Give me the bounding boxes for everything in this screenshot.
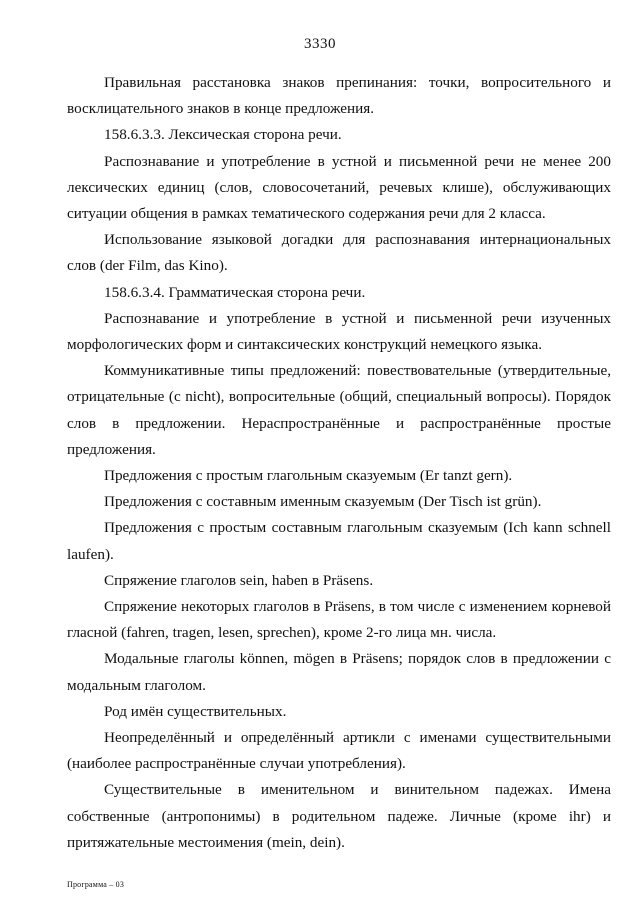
page-number: 3330 xyxy=(304,36,336,52)
document-body xyxy=(67,70,611,856)
paragraph-simple-verbal-predicate: Предложения с простым глагольным сказуемым (Er tanzt gern). xyxy=(104,467,513,485)
paragraph-grammar-forms: Распознавание и употребление в устной и письменной речи изученных морфологических форм и синтаксических конструкций немецкого языка. xyxy=(67,309,611,354)
paragraph-cases-pronouns: Существительные в именительном и винительном падежах. Имена собственные (антропонимы) в родительном падеже. Личные (кроме ihr) и притяжательные местоимения (mein, dein). xyxy=(67,781,611,851)
paragraph-compound-verbal-predicate: Предложения с простым составным глагольным сказуемым (Ich kann schnell laufen). xyxy=(67,519,611,563)
paragraph-nominal-predicate: Предложения с составным именным сказуемым (Der Tisch ist grün). xyxy=(104,493,542,511)
section-heading-lexical: 158.6.3.3. Лексическая сторона речи. xyxy=(104,126,342,144)
paragraph-verb-conjugation: Спряжение некоторых глаголов в Präsens, в том числе с изменением корневой гласной (fahren, tragen, lesen, sprechen), кроме 2-го лица мн. числа. xyxy=(67,598,611,642)
paragraph-sein-haben: Спряжение глаголов sein, haben в Präsens. xyxy=(104,571,374,589)
section-heading-grammar: 158.6.3.4. Грамматическая сторона речи. xyxy=(104,283,366,301)
paragraph-articles: Неопределённый и определённый артикли с именами существительными (наиболее распространённые случаи употребления). xyxy=(67,729,611,773)
paragraph-punctuation: Правильная расстановка знаков препинания: точки, вопросительного и восклицательного знаков в конце предложения. xyxy=(67,74,611,118)
page-footer: Программа – 03 xyxy=(67,880,125,889)
paragraph-noun-gender: Род имён существительных. xyxy=(104,702,287,720)
paragraph-lexical-units: Распознавание и употребление в устной и письменной речи не менее 200 лексических единиц (слов, словосочетаний, речевых клише), обслуживающих ситуации общения в рамках тематического содержания речи для 2 класса. xyxy=(67,152,611,223)
paragraph-sentence-types: Коммуникативные типы предложений: повествовательные (утвердительные, отрицательные (с nicht), вопросительные (общий, специальный вопросы). Порядок слов в предложении. Нераспространённые и распространённые простые предложения. xyxy=(67,362,611,458)
paragraph-language-guess: Использование языковой догадки для распознавания интернациональных слов (der Film, das Kino). xyxy=(67,231,611,275)
paragraph-modal-verbs: Модальные глаголы können, mögen в Präsens; порядок слов в предложении с модальным глаголом. xyxy=(67,650,611,694)
